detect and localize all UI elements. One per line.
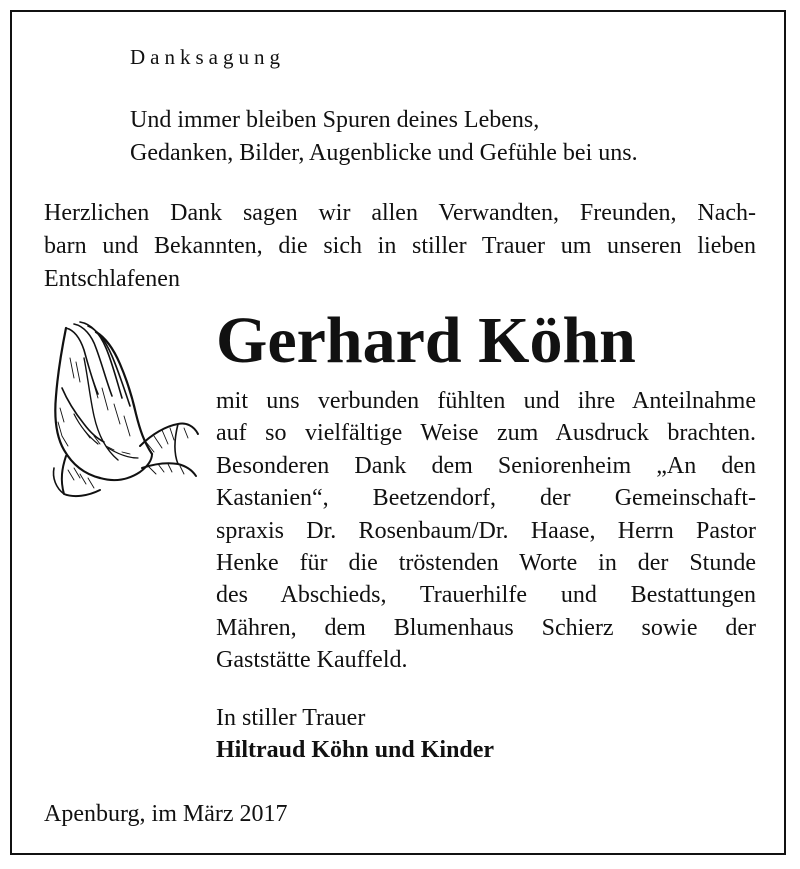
thanks-line: Gaststätte Kauffeld.	[216, 647, 408, 674]
place-and-date: Apenburg, im März 2017	[44, 801, 288, 827]
signoff	[216, 702, 494, 766]
thanks-line: Henke für die tröstenden Worte in der Stunde	[216, 550, 756, 577]
intro-paragraph	[44, 197, 756, 296]
thanks-line: Kastanien“, Beetzendorf, der Gemeinschaft-	[216, 485, 756, 512]
thanks-line: Besonderen Dank dem Seniorenheim „An den	[216, 452, 756, 479]
thanks-paragraph	[216, 385, 756, 677]
intro-line: Entschlafenen	[44, 266, 180, 292]
notice-heading: Danksagung	[130, 45, 285, 69]
intro-line: barn und Bekannten, die sich in stiller Trauer um unseren lieben	[44, 233, 756, 259]
praying-hands-icon	[44, 318, 200, 503]
signoff-line: In stiller Trauer	[216, 705, 366, 731]
thanks-line: spraxis Dr. Rosenbaum/Dr. Haase, Herrn Pastor	[216, 517, 756, 544]
motto-line: Und immer bleiben Spuren deines Lebens,	[130, 107, 540, 133]
thanks-line: Mähren, dem Blumenhaus Schierz sowie der	[216, 614, 756, 641]
thanks-line: mit uns verbunden fühlten und ihre Anteilnahme	[216, 388, 756, 414]
thanks-line: auf so vielfältige Weise zum Ausdruck brachten.	[216, 420, 756, 447]
deceased-name: Gerhard Köhn	[216, 304, 636, 377]
thanks-line: des Abschieds, Trauerhilfe und Bestattungen	[216, 582, 756, 609]
intro-line: Herzlichen Dank sagen wir allen Verwandten, Freunden, Nach-	[44, 200, 756, 226]
motto-line: Gedanken, Bilder, Augenblicke und Gefühle bei uns.	[130, 140, 638, 166]
motto	[130, 104, 638, 170]
signer-name: Hiltraud Köhn und Kinder	[216, 737, 495, 763]
